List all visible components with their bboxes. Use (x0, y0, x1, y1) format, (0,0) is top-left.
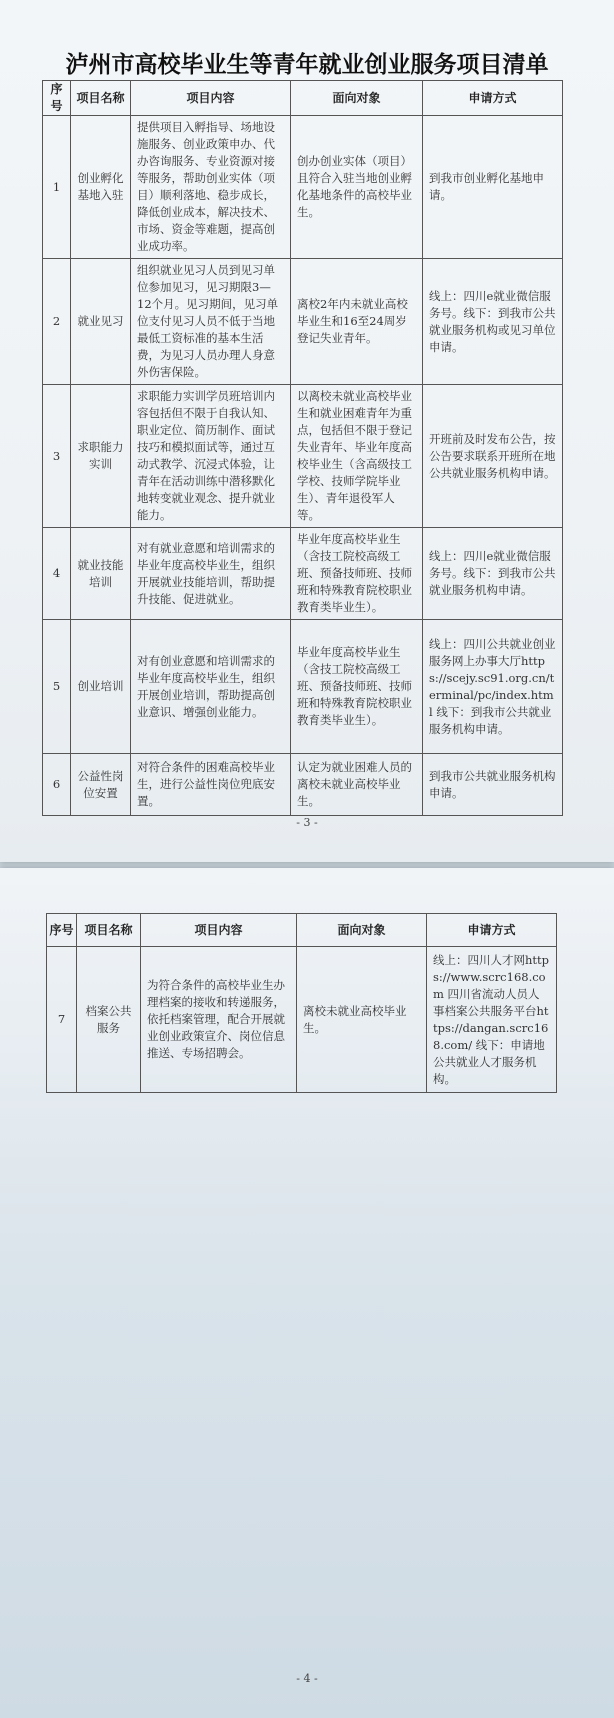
header-apply: 申请方式 (427, 914, 557, 947)
cell-name: 公益性岗位安置 (71, 754, 131, 816)
cell-content: 提供项目入孵指导、场地设施服务、创业政策申办、代办咨询服务、专业资源对接等服务，帮助创业实体（项目）顺利落地、稳步成长，降低创业成本，解决技术、市场、资金等难题，提高创业成功率。 (131, 116, 291, 259)
document-title: 泸州市高校毕业生等青年就业创业服务项目清单 (65, 52, 549, 78)
cell-no: 7 (47, 947, 77, 1093)
cell-content: 求职能力实训学员班培训内容包括但不限于自我认知、职业定位、简历制作、面试技巧和模拟面试等，通过互动式教学、沉浸式体验，让青年在活动训练中潜移默化地转变就业观念、提升就业能力。 (131, 385, 291, 528)
cell-content: 对有就业意愿和培训需求的毕业年度高校毕业生，组织开展就业技能培训，帮助提升技能、促进就业。 (131, 528, 291, 620)
header-name: 项目名称 (71, 81, 131, 116)
cell-target: 离校2年内未就业高校毕业生和16至24周岁登记失业青年。 (291, 259, 423, 385)
cell-apply: 线上：四川e就业微信服务号。线下：到我市公共就业服务机构或见习单位申请。 (423, 259, 563, 385)
cell-apply: 线上：四川公共就业创业服务网上办事大厅https://scejy.sc91.org.cn/terminal/pc/index.html 线下：到我市公共就业服务机构申请。 (423, 620, 563, 754)
cell-content: 组织就业见习人员到见习单位参加见习，见习期限3—12个月。见习期间，见习单位支付见习人员不低于当地最低工资标准的基本生活费，为见习人员办理人身意外伤害保险。 (131, 259, 291, 385)
cell-no: 1 (43, 116, 71, 259)
table-header-row (43, 81, 563, 116)
cell-content: 对有创业意愿和培训需求的毕业年度高校毕业生，组织开展创业培训，帮助提高创业意识、增强创业能力。 (131, 620, 291, 754)
header-target: 面向对象 (297, 914, 427, 947)
cell-name: 档案公共服务 (77, 947, 141, 1093)
table-row (43, 259, 563, 385)
cell-content: 对符合条件的困难高校毕业生，进行公益性岗位兜底安置。 (131, 754, 291, 816)
cell-target: 离校未就业高校毕业生。 (297, 947, 427, 1093)
cell-name: 就业见习 (71, 259, 131, 385)
table-row (43, 528, 563, 620)
cell-no: 5 (43, 620, 71, 754)
cell-content: 为符合条件的高校毕业生办理档案的接收和转递服务，依托档案管理，配合开展就业创业政策宣介、岗位信息推送、专场招聘会。 (141, 947, 297, 1093)
table-row (47, 947, 557, 1093)
service-table-page-4 (46, 913, 557, 1093)
cell-name: 就业技能培训 (71, 528, 131, 620)
table-row (43, 754, 563, 816)
cell-no: 4 (43, 528, 71, 620)
cell-no: 6 (43, 754, 71, 816)
cell-target: 创办创业实体（项目）且符合入驻当地创业孵化基地条件的高校毕业生。 (291, 116, 423, 259)
cell-apply: 到我市公共就业服务机构申请。 (423, 754, 563, 816)
header-apply: 申请方式 (423, 81, 563, 116)
cell-name: 求职能力实训 (71, 385, 131, 528)
cell-target: 以离校未就业高校毕业生和就业困难青年为重点，包括但不限于登记失业青年、毕业年度高校毕业生（含高级技工学校、技师学院毕业生）、青年退役军人等。 (291, 385, 423, 528)
cell-target: 毕业年度高校毕业生（含技工院校高级工班、预备技师班、技师班和特殊教育院校职业教育类毕业生）。 (291, 620, 423, 754)
header-content: 项目内容 (131, 81, 291, 116)
cell-target: 毕业年度高校毕业生（含技工院校高级工班、预备技师班、技师班和特殊教育院校职业教育类毕业生）。 (291, 528, 423, 620)
cell-target: 认定为就业困难人员的离校未就业高校毕业生。 (291, 754, 423, 816)
table-row (43, 385, 563, 528)
header-name: 项目名称 (77, 914, 141, 947)
header-content: 项目内容 (141, 914, 297, 947)
header-no: 序号 (43, 81, 71, 116)
cell-name: 创业孵化基地入驻 (71, 116, 131, 259)
cell-name: 创业培训 (71, 620, 131, 754)
cell-no: 3 (43, 385, 71, 528)
cell-apply: 线上：四川人才网https://www.scrc168.com 四川省流动人员人事档案公共服务平台https://dangan.scrc168.com/ 线下：申请地公共就业人才服务机构。 (427, 947, 557, 1093)
table-header-row (47, 914, 557, 947)
page-number: - 4 - (296, 1672, 318, 1685)
page-number: - 3 - (296, 816, 318, 829)
cell-apply: 线上：四川e就业微信服务号。线下：到我市公共就业服务机构申请。 (423, 528, 563, 620)
table-row (43, 620, 563, 754)
service-table-page-3 (42, 80, 563, 816)
cell-apply: 开班前及时发布公告，按公告要求联系开班所在地公共就业服务机构申请。 (423, 385, 563, 528)
cell-no: 2 (43, 259, 71, 385)
page-4 (0, 868, 614, 1718)
header-target: 面向对象 (291, 81, 423, 116)
header-no: 序号 (47, 914, 77, 947)
cell-apply: 到我市创业孵化基地申请。 (423, 116, 563, 259)
table-row (43, 116, 563, 259)
